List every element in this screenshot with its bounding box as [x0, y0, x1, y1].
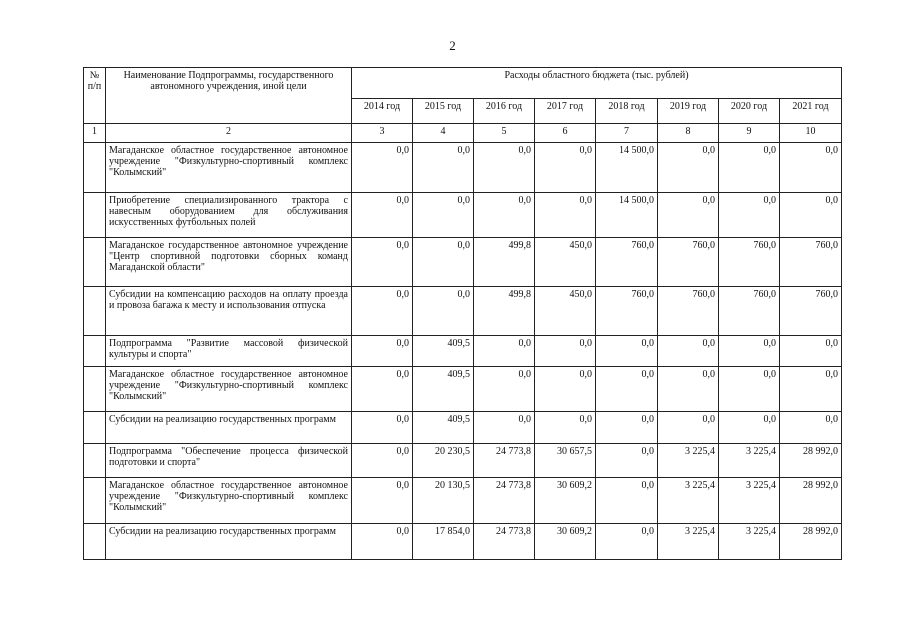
table-row: [84, 412, 842, 444]
value-cell: 760,0: [719, 287, 780, 336]
value-cell: 760,0: [780, 287, 842, 336]
value-cell: 0,0: [535, 412, 596, 444]
value-cell: 3 225,4: [658, 478, 719, 524]
value-cell: 0,0: [352, 478, 413, 524]
value-cell: 0,0: [780, 367, 842, 412]
value-cell: 3 225,4: [719, 478, 780, 524]
value-cell: 0,0: [535, 367, 596, 412]
value-cell: 0,0: [474, 367, 535, 412]
value-cell: 499,8: [474, 238, 535, 287]
value-cell: 450,0: [535, 238, 596, 287]
value-cell: 0,0: [474, 412, 535, 444]
value-cell: 20 130,5: [413, 478, 474, 524]
column-index: 5: [474, 124, 535, 143]
table-row: [84, 367, 842, 412]
value-cell: 760,0: [596, 238, 658, 287]
row-name: Подпрограмма "Обеспечение процесса физической подготовки и спорта": [106, 444, 352, 478]
row-name: Магаданское областное государственное автономное учреждение "Физкультурно-спортивный комплекс "Колымский": [106, 367, 352, 412]
row-number-cell: [84, 524, 106, 560]
value-cell: 0,0: [658, 367, 719, 412]
header-year: 2018 год: [596, 99, 658, 124]
header-year: 2015 год: [413, 99, 474, 124]
value-cell: 20 230,5: [413, 444, 474, 478]
table-row: [84, 143, 842, 193]
header-year: 2017 год: [535, 99, 596, 124]
value-cell: 0,0: [352, 524, 413, 560]
row-name: Приобретение специализированного трактора с навесным оборудованием для обслуживания искусственных футбольных полей: [106, 193, 352, 238]
value-cell: 14 500,0: [596, 193, 658, 238]
value-cell: 3 225,4: [719, 444, 780, 478]
value-cell: 499,8: [474, 287, 535, 336]
row-number-cell: [84, 367, 106, 412]
value-cell: 0,0: [352, 143, 413, 193]
header-year: 2021 год: [780, 99, 842, 124]
column-index: 7: [596, 124, 658, 143]
table-row: [84, 524, 842, 560]
value-cell: 0,0: [658, 143, 719, 193]
value-cell: 0,0: [535, 193, 596, 238]
header-year: 2019 год: [658, 99, 719, 124]
value-cell: 0,0: [596, 367, 658, 412]
value-cell: 14 500,0: [596, 143, 658, 193]
value-cell: 0,0: [474, 143, 535, 193]
value-cell: 0,0: [596, 412, 658, 444]
page-number: 2: [449, 38, 456, 53]
table-row: [84, 478, 842, 524]
value-cell: 760,0: [719, 238, 780, 287]
header-year: 2016 год: [474, 99, 535, 124]
value-cell: 0,0: [596, 478, 658, 524]
value-cell: 24 773,8: [474, 444, 535, 478]
value-cell: 409,5: [413, 367, 474, 412]
value-cell: 3 225,4: [658, 444, 719, 478]
column-index: 2: [106, 124, 352, 143]
value-cell: 0,0: [413, 193, 474, 238]
value-cell: 760,0: [658, 287, 719, 336]
row-name: Магаданское областное государственное автономное учреждение "Физкультурно-спортивный комплекс "Колымский": [106, 478, 352, 524]
value-cell: 28 992,0: [780, 444, 842, 478]
value-cell: 0,0: [658, 412, 719, 444]
value-cell: 409,5: [413, 336, 474, 367]
header-year: 2020 год: [719, 99, 780, 124]
value-cell: 0,0: [719, 193, 780, 238]
budget-table: [83, 67, 842, 560]
header-name: Наименование Подпрограммы, государственного автономного учреждения, иной цели: [106, 68, 352, 124]
value-cell: 0,0: [474, 336, 535, 367]
value-cell: 30 609,2: [535, 524, 596, 560]
value-cell: 0,0: [474, 193, 535, 238]
value-cell: 0,0: [352, 287, 413, 336]
value-cell: 0,0: [719, 367, 780, 412]
column-index: 6: [535, 124, 596, 143]
row-number-cell: [84, 412, 106, 444]
value-cell: 0,0: [596, 444, 658, 478]
column-index: 10: [780, 124, 842, 143]
row-number-cell: [84, 336, 106, 367]
row-name: Субсидии на реализацию государственных программ: [106, 524, 352, 560]
value-cell: 409,5: [413, 412, 474, 444]
row-number-cell: [84, 478, 106, 524]
column-index: 9: [719, 124, 780, 143]
value-cell: 28 992,0: [780, 524, 842, 560]
value-cell: 0,0: [352, 444, 413, 478]
value-cell: 0,0: [658, 336, 719, 367]
value-cell: 30 657,5: [535, 444, 596, 478]
column-index: 3: [352, 124, 413, 143]
value-cell: 0,0: [352, 238, 413, 287]
table-row: [84, 193, 842, 238]
value-cell: 24 773,8: [474, 478, 535, 524]
value-cell: 0,0: [413, 238, 474, 287]
value-cell: 0,0: [719, 143, 780, 193]
value-cell: 760,0: [658, 238, 719, 287]
row-name: Магаданское областное государственное автономное учреждение "Физкультурно-спортивный комплекс "Колымский": [106, 143, 352, 193]
value-cell: 0,0: [719, 412, 780, 444]
row-name: Субсидии на реализацию государственных программ: [106, 412, 352, 444]
value-cell: 30 609,2: [535, 478, 596, 524]
value-cell: 28 992,0: [780, 478, 842, 524]
value-cell: 0,0: [535, 143, 596, 193]
value-cell: 0,0: [352, 336, 413, 367]
header-num: № п/п: [84, 68, 106, 124]
value-cell: 3 225,4: [719, 524, 780, 560]
column-index: 1: [84, 124, 106, 143]
value-cell: 760,0: [780, 238, 842, 287]
column-index-row: [84, 124, 842, 143]
value-cell: 0,0: [596, 524, 658, 560]
header-year: 2014 год: [352, 99, 413, 124]
value-cell: 0,0: [780, 412, 842, 444]
value-cell: 17 854,0: [413, 524, 474, 560]
value-cell: 0,0: [535, 336, 596, 367]
value-cell: 0,0: [413, 287, 474, 336]
table-row: [84, 336, 842, 367]
row-name: Магаданское государственное автономное учреждение "Центр спортивной подготовки сборных команд Магаданской области": [106, 238, 352, 287]
row-number-cell: [84, 444, 106, 478]
header-budget-group: Расходы областного бюджета (тыс. рублей): [352, 68, 842, 99]
column-index: 4: [413, 124, 474, 143]
table-row: [84, 444, 842, 478]
row-number-cell: [84, 193, 106, 238]
value-cell: 0,0: [413, 143, 474, 193]
row-name: Субсидии на компенсацию расходов на оплату проезда и провоза багажа к месту и использования отпуска: [106, 287, 352, 336]
value-cell: 0,0: [352, 367, 413, 412]
value-cell: 0,0: [658, 193, 719, 238]
row-number-cell: [84, 143, 106, 193]
value-cell: 0,0: [780, 193, 842, 238]
value-cell: 0,0: [719, 336, 780, 367]
table-row: [84, 287, 842, 336]
value-cell: 0,0: [352, 412, 413, 444]
value-cell: 0,0: [596, 336, 658, 367]
table-row: [84, 238, 842, 287]
row-number-cell: [84, 238, 106, 287]
value-cell: 3 225,4: [658, 524, 719, 560]
value-cell: 0,0: [780, 336, 842, 367]
value-cell: 0,0: [780, 143, 842, 193]
value-cell: 0,0: [352, 193, 413, 238]
value-cell: 760,0: [596, 287, 658, 336]
row-number-cell: [84, 287, 106, 336]
value-cell: 450,0: [535, 287, 596, 336]
column-index: 8: [658, 124, 719, 143]
header-row: [84, 68, 842, 99]
value-cell: 24 773,8: [474, 524, 535, 560]
row-name: Подпрограмма "Развитие массовой физической культуры и спорта": [106, 336, 352, 367]
